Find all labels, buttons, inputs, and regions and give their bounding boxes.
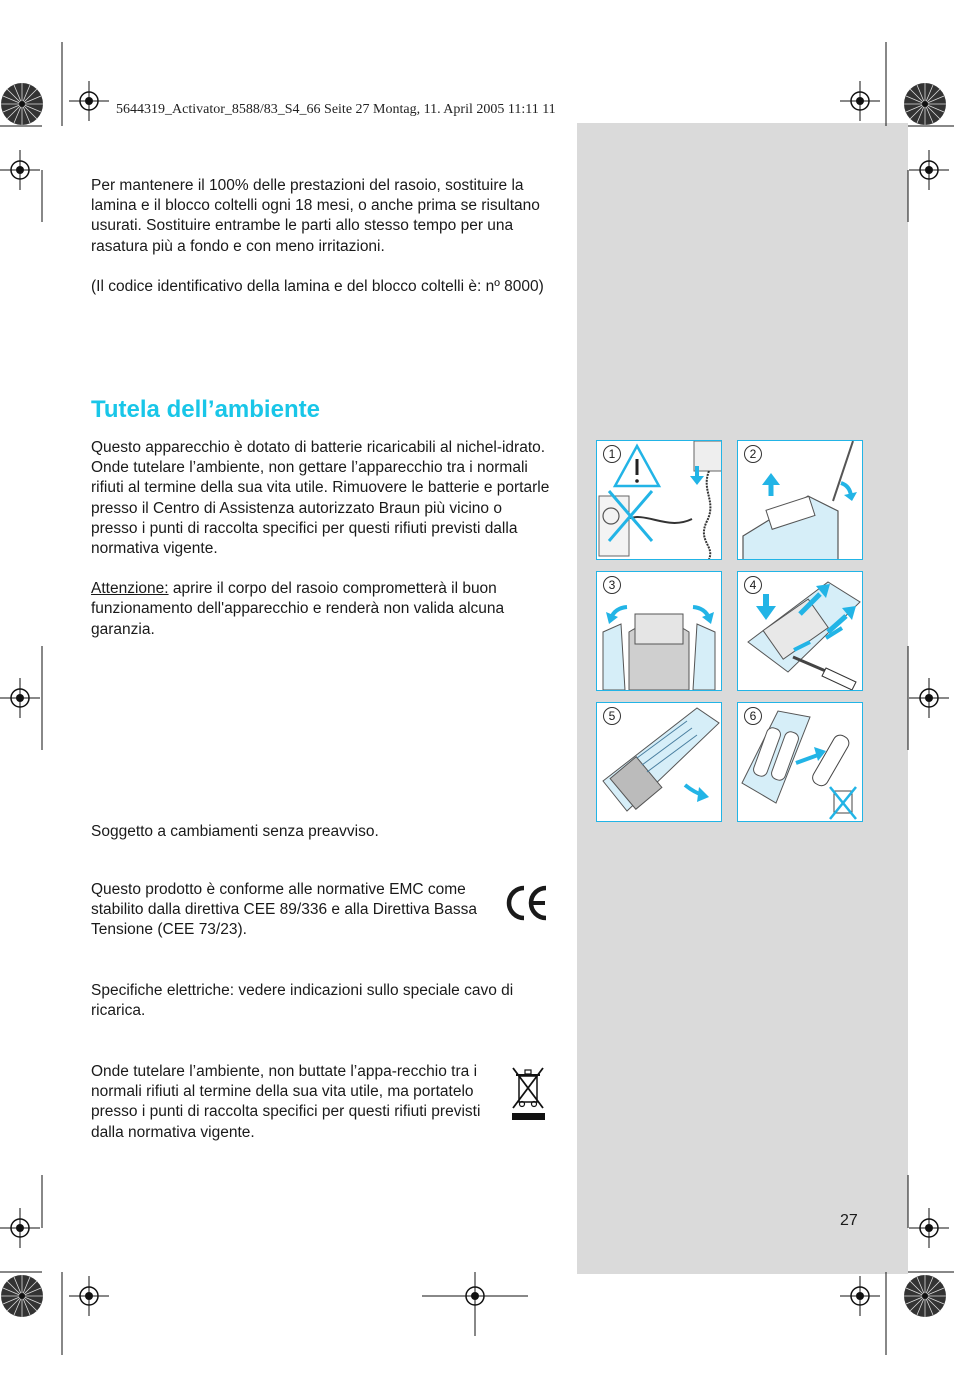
section-heading: Tutela dell’ambiente [91, 396, 320, 423]
emc-notice: Questo prodotto è conforme alle normative EMC come stabilito dalla direttiva CEE 89/336 e alla Direttiva Bassa Tensione (CEE 73/23). [91, 881, 477, 939]
figure-number: 5 [603, 707, 621, 725]
figure-number: 6 [744, 707, 762, 725]
disposal-notice: Onde tutelare l’ambiente, non buttate l’appa-recchio tra i normali rifiuti al termine della sua vita utile, ma portatelo presso i punti di raccolta specifici per questi rifiuti previsti dalla normativa vigente. [91, 1063, 481, 1141]
figure-number: 3 [603, 576, 621, 594]
figure-number: 1 [603, 445, 621, 463]
intro-paragraph-1: Per mantenere il 100% delle prestazioni del rasoio, sostituire la lamina e il blocco coltelli ogni 18 mesi, o anche prima se risultano usurati. Sostituire entrambe le parti allo stesso tempo per una rasatura più a fondo e con meno irritazioni. [91, 177, 540, 255]
crossed-bin-icon [508, 1064, 548, 1122]
environment-paragraph: Questo apparecchio è dotato di batterie ricaricabili al nichel-idrato. Onde tutelare l’ambiente, non gettare l’apparecchio tra i normali rifiuti al termine della sua vita utile. Rimuovere le batterie e portarle presso il Centro di Assistenza autorizzato Braun più vicino o presso i punti di raccolta specifici per questi rifiuti previsti dalla normativa vigente. [91, 439, 550, 558]
warning-paragraph [91, 579, 551, 640]
figure-number: 4 [744, 576, 762, 594]
intro-paragraph-2: (Il codice identificativo della lamina e del blocco coltelli è: nº 8000) [91, 277, 544, 295]
figure-3 [596, 571, 722, 691]
figure-5 [596, 702, 722, 822]
warning-label: Attenzione: [91, 580, 169, 598]
figure-6 [737, 702, 863, 822]
electrical-notice: Specifiche elettriche: vedere indicazioni sullo speciale cavo di ricarica. [91, 982, 514, 1020]
ce-mark-icon [505, 884, 549, 922]
figure-1 [596, 440, 722, 560]
warning-text: aprire il corpo del rasoio comprometterà il buon funzionamento dell'apparecchio e renderà non valida alcuna garanzia. [91, 580, 505, 638]
print-header: 5644319_Activator_8588/83_S4_66 Seite 27 Montag, 11. April 2005 11:11 11 [116, 102, 556, 117]
figure-4 [737, 571, 863, 691]
environment-text [91, 438, 551, 640]
page-number: 27 [840, 1212, 858, 1229]
changes-notice: Soggetto a cambiamenti senza preavviso. [91, 823, 379, 840]
figure-number: 2 [744, 445, 762, 463]
intro-text [91, 176, 551, 297]
figure-2 [737, 440, 863, 560]
